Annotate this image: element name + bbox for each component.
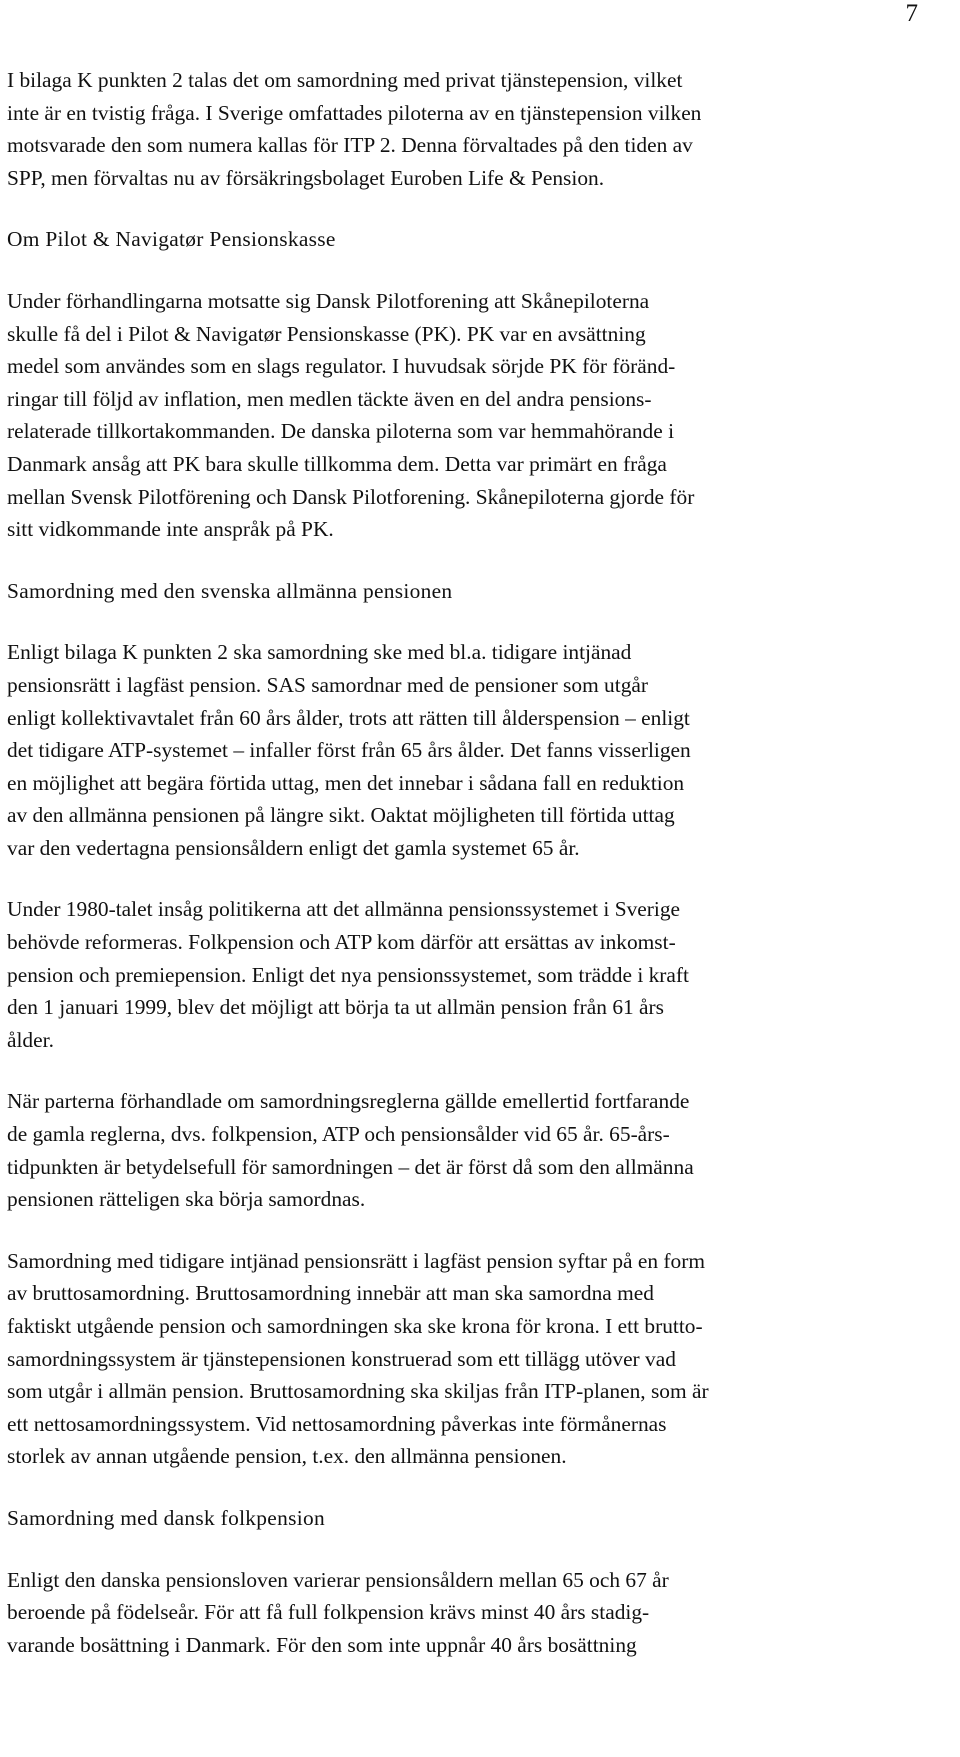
document-body <box>7 64 947 1661</box>
body-paragraph <box>7 64 947 194</box>
text-line: som utgår i allmän pension. Bruttosamordning ska skiljas från ITP-planen, som är <box>7 1379 709 1404</box>
text-line: skulle få del i Pilot & Navigatør Pensionskasse (PK). PK var en avsättning <box>7 321 646 346</box>
paragraph-spacer <box>7 256 947 285</box>
text-line: pensionen rätteligen ska börja samordnas. <box>7 1187 366 1212</box>
body-paragraph <box>7 1085 947 1215</box>
text-line: sitt vidkommande inte anspråk på PK. <box>7 517 334 542</box>
body-paragraph <box>7 1564 947 1662</box>
paragraph-spacer <box>7 1473 947 1502</box>
text-line: SPP, men förvaltas nu av försäkringsbolaget Euroben Life & Pension. <box>7 165 605 190</box>
text-line: Samordning med tidigare intjänad pensionsrätt i lagfäst pension syftar på en form <box>7 1248 705 1273</box>
text-line: Samordning med dansk folkpension <box>7 1505 325 1530</box>
text-line: beroende på födelseår. För att få full folkpension krävs minst 40 års stadig- <box>7 1600 650 1625</box>
text-line: Enligt bilaga K punkten 2 ska samordning ske med bl.a. tidigare intjänad <box>7 640 632 665</box>
text-line: ett nettosamordningssystem. Vid nettosamordning påverkas inte förmånernas <box>7 1411 667 1436</box>
text-line: Om Pilot & Navigatør Pensionskasse <box>7 227 336 252</box>
text-line: relaterade tillkortakommanden. De danska piloterna som var hemmahörande i <box>7 419 675 444</box>
text-line: Under 1980-talet insåg politikerna att det allmänna pensionssystemet i Sverige <box>7 897 681 922</box>
text-line: medel som användes som en slags regulator. I huvudsak sörjde PK för föränd- <box>7 354 676 379</box>
paragraph-spacer <box>7 607 947 636</box>
text-line: I bilaga K punkten 2 talas det om samordning med privat tjänstepension, vilket <box>7 68 683 92</box>
text-line: Danmark ansåg att PK bara skulle tillkomma dem. Detta var primärt en fråga <box>7 451 667 476</box>
text-line: tidpunkten är betydelsefull för samordningen – det är först då som den allmänna <box>7 1154 694 1179</box>
text-line: de gamla reglerna, dvs. folkpension, ATP och pensionsålder vid 65 år. 65-års- <box>7 1122 670 1147</box>
text-line: varande bosättning i Danmark. För den som inte uppnår 40 års bosättning <box>7 1632 637 1657</box>
paragraph-spacer <box>7 1535 947 1564</box>
paragraph-spacer <box>7 1216 947 1245</box>
paragraph-spacer <box>7 194 947 223</box>
text-line: behövde reformeras. Folkpension och ATP kom därför att ersättas av inkomst- <box>7 930 676 955</box>
text-line: samordningssystem är tjänstepensionen konstruerad som ett tillägg utöver vad <box>7 1346 676 1371</box>
text-line: var den vedertagna pensionsåldern enligt det gamla systemet 65 år. <box>7 835 580 860</box>
text-line: Enligt den danska pensionsloven varierar pensionsåldern mellan 65 och 67 år <box>7 1567 669 1592</box>
text-line: pension och premiepension. Enligt det nya pensionssystemet, som trädde i kraft <box>7 962 689 987</box>
text-line: När parterna förhandlade om samordningsreglerna gällde emellertid fortfarande <box>7 1089 690 1114</box>
body-paragraph <box>7 285 947 546</box>
body-paragraph <box>7 893 947 1056</box>
text-line: av den allmänna pensionen på längre sikt. Oaktat möjligheten till förtida uttag <box>7 803 675 828</box>
section-heading <box>7 223 947 256</box>
text-line: mellan Svensk Pilotförening och Dansk Pilotforening. Skånepiloterna gjorde för <box>7 484 695 509</box>
text-line: det tidigare ATP-systemet – infaller först från 65 års ålder. Det fanns visserligen <box>7 738 691 763</box>
text-line: storlek av annan utgående pension, t.ex. den allmänna pensionen. <box>7 1444 567 1469</box>
text-line: en möjlighet att begära förtida uttag, men det innebar i sådana fall en reduktion <box>7 770 685 795</box>
text-line: den 1 januari 1999, blev det möjligt att börja ta ut allmän pension från 61 års <box>7 995 664 1020</box>
paragraph-spacer <box>7 546 947 575</box>
paragraph-spacer <box>7 864 947 893</box>
body-paragraph <box>7 1245 947 1473</box>
page-number: 7 <box>905 0 918 27</box>
text-line: av bruttosamordning. Bruttosamordning innebär att man ska samordna med <box>7 1281 654 1306</box>
paragraph-spacer <box>7 1056 947 1085</box>
section-heading <box>7 1502 947 1535</box>
text-line: enligt kollektivavtalet från 60 års ålder, trots att rätten till ålderspension – enligt <box>7 705 690 730</box>
text-line: faktiskt utgående pension och samordningen ska ske krona för krona. I ett brutto- <box>7 1314 703 1338</box>
body-paragraph <box>7 636 947 864</box>
section-heading <box>7 575 947 608</box>
text-line: ålder. <box>7 1027 54 1052</box>
text-line: ringar till följd av inflation, men medlen täckte även en del andra pensions- <box>7 386 652 411</box>
text-line: inte är en tvistig fråga. I Sverige omfattades piloterna av en tjänstepension vilken <box>7 100 702 125</box>
text-line: motsvarade den som numera kallas för ITP 2. Denna förvaltades på den tiden av <box>7 133 693 158</box>
text-line: Samordning med den svenska allmänna pensionen <box>7 578 453 603</box>
text-line: Under förhandlingarna motsatte sig Dansk Pilotforening att Skånepiloterna <box>7 288 650 313</box>
text-line: pensionsrätt i lagfäst pension. SAS samordnar med de pensioner som utgår <box>7 672 649 697</box>
